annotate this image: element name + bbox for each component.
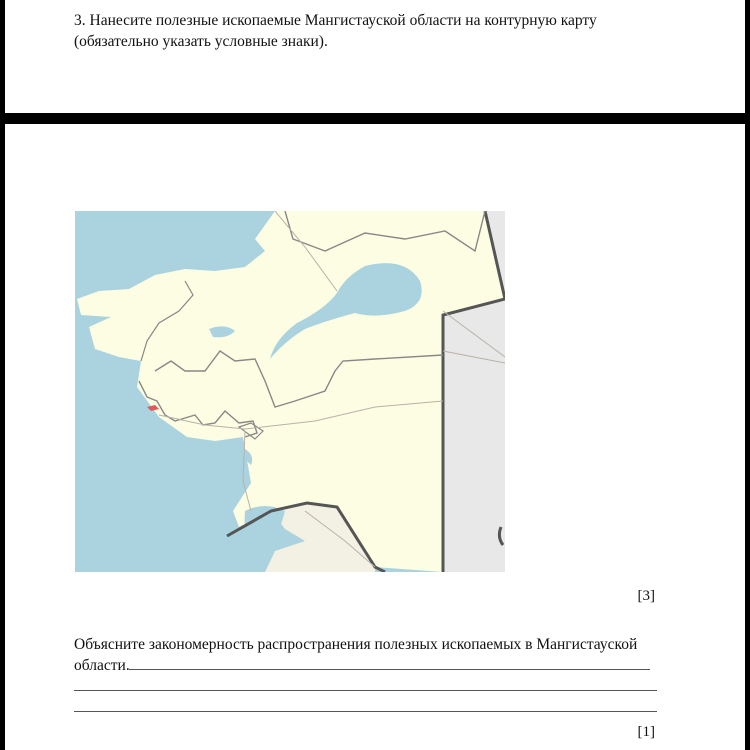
answer-line-3[interactable] (74, 711, 657, 712)
score-label-question-3: [3] (637, 588, 655, 604)
worksheet-top-page (5, 0, 745, 113)
explain-line-2: области. (74, 657, 130, 674)
explain-line-1: Объясните закономерность распространения полезных ископаемых в Мангистауской (74, 636, 638, 653)
contour-map (75, 211, 505, 572)
question-line-2: (обязательно указать условные знаки). (74, 33, 328, 50)
question-line-1: 3. Нанесите полезные ископаемые Мангистауской области на контурную карту (74, 12, 597, 29)
worksheet-main-page (5, 124, 745, 750)
question-text (74, 10, 634, 52)
score-label-explain: [1] (637, 724, 655, 740)
answer-line-2[interactable] (74, 690, 657, 691)
map-svg (75, 211, 505, 572)
answer-line-1[interactable] (129, 669, 650, 670)
